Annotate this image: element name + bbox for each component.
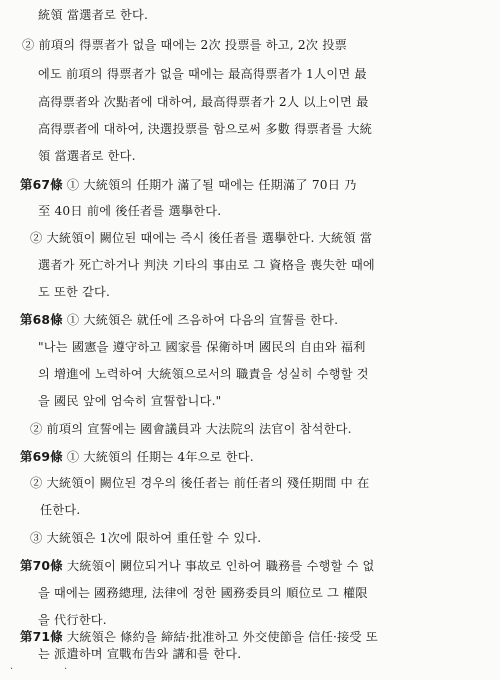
text-line: 任한다. [40, 503, 81, 517]
text-line: 大統領이 闕位되거나 事故로 인하여 職務를 수행할 수 없 [66, 559, 375, 573]
text-line: 의 增進에 노력하여 大統領으로서의 職責을 성실히 수행할 것 [38, 367, 369, 381]
article-71-heading: 第71條 [20, 629, 63, 644]
text-line: 大統領은 條約을 締結·批准하고 外交使節을 信任·接受 또 [66, 630, 378, 644]
scan-speck: · [10, 664, 14, 675]
article-69-heading: 第69條 [20, 449, 63, 464]
text-line: 選者가 死亡하거나 判決 기타의 事由로 그 資格을 喪失한 때에 [38, 258, 375, 272]
text-line: ① 大統領은 就任에 즈음하여 다음의 宣誓를 한다. [66, 313, 339, 327]
scan-speck: · [64, 664, 68, 675]
text-line: 領 當選者로 한다. [38, 149, 136, 163]
article-68-line [20, 311, 338, 329]
text-line: 至 40日 前에 後任者를 選擧한다. [38, 204, 222, 218]
text-line: ② 前項의 得票者가 없을 때에는 2次 投票를 하고, 2次 投票 [22, 38, 348, 52]
text-line: 統領 當選者로 한다. [38, 8, 149, 22]
text-line: "나는 國憲을 遵守하고 國家를 保衛하며 國民의 自由와 福利 [38, 340, 366, 354]
text-line: 도 또한 같다. [38, 285, 111, 299]
text-line: ① 大統領의 任期가 滿了될 때에는 任期滿了 70日 乃 [66, 178, 357, 192]
text-line: ② 大統領이 闕位된 때에는 즉시 後任者를 選擧한다. 大統領 當 [30, 231, 373, 245]
article-68-heading: 第68條 [20, 312, 63, 327]
text-line: 에도 前項의 得票者가 없을 때에는 最高得票者가 1人이면 最 [38, 67, 367, 81]
article-69-line [20, 448, 254, 466]
text-line: 高得票者에 대하여, 決選投票를 함으로써 多數 得票者를 大統 [38, 122, 373, 136]
text-line: ② 前項의 宣誓에는 國會議員과 大法院의 法官이 참석한다. [30, 422, 352, 436]
text-line: 을 때에는 國務總理, 法律에 정한 國務委員의 順位로 그 權限 [38, 586, 368, 600]
text-line: 高得票者와 次點者에 대하여, 最高得票者가 2人 以上이면 最 [38, 95, 369, 109]
article-70-line [20, 557, 375, 575]
text-line: 을 國民 앞에 엄숙히 宣誓합니다." [38, 394, 222, 408]
article-67-line [20, 176, 357, 194]
text-line: 는 派遣하며 宣戰布告와 講和를 한다. [38, 647, 242, 661]
article-67-heading: 第67條 [20, 177, 63, 192]
article-70-heading: 第70條 [20, 558, 63, 573]
text-line: ① 大統領의 任期는 4年으로 한다. [66, 450, 254, 464]
text-line: 을 代行한다. [38, 613, 107, 627]
text-line: ③ 大統領은 1次에 限하여 重任할 수 있다. [30, 531, 262, 545]
article-71-line [20, 628, 378, 646]
text-line: ② 大統領이 闕位된 경우의 後任者는 前任者의 殘任期間 中 在 [30, 476, 370, 490]
